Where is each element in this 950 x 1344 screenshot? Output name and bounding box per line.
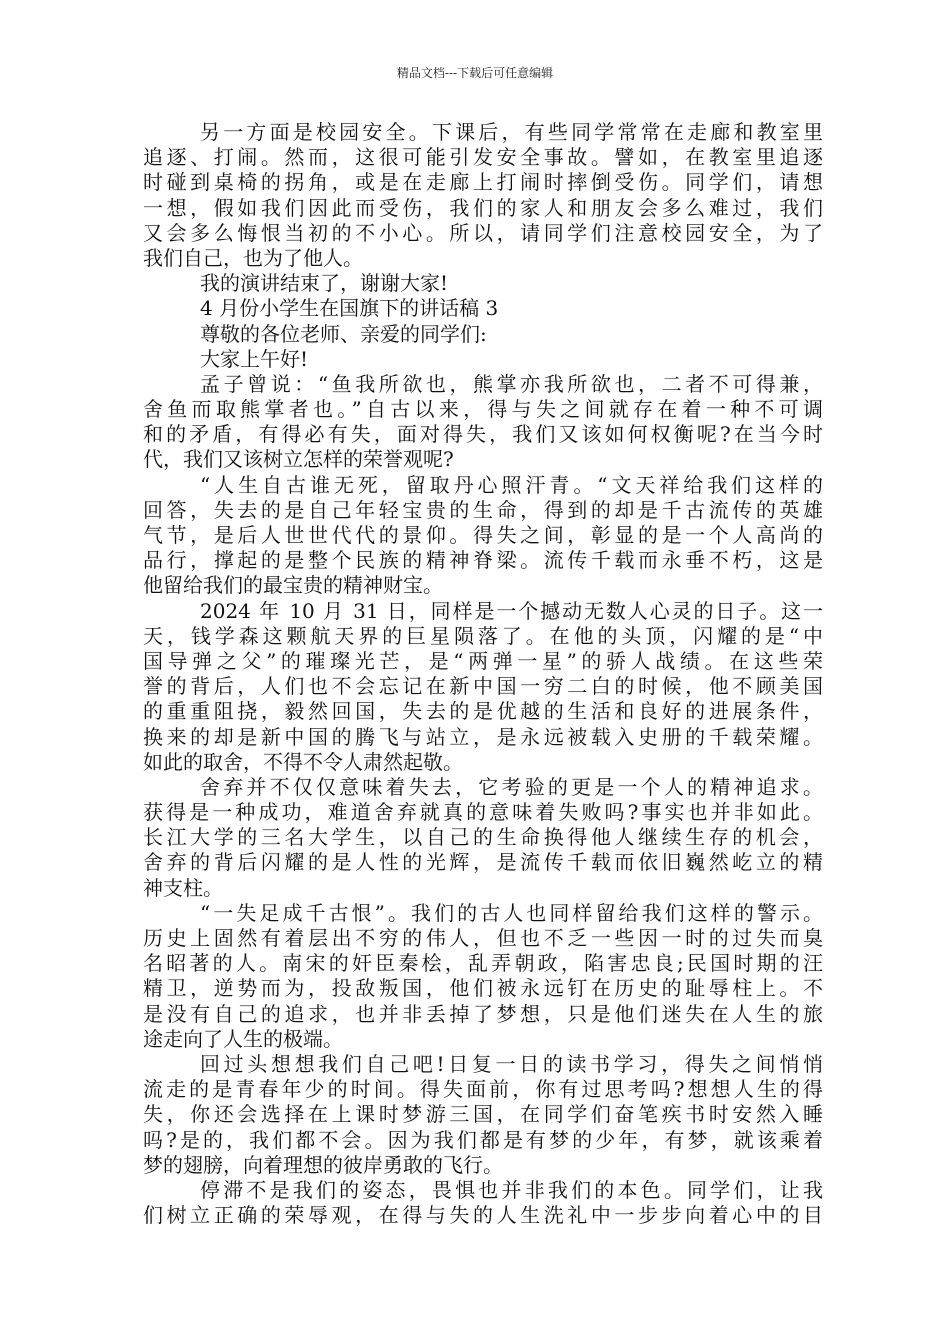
text-line: 我的演讲结束了，谢谢大家! [200,271,449,296]
text-line: 大家上午好! [200,346,309,371]
text-line: 孟子曾说：“鱼我所欲也，熊掌亦我所欲也，二者不可得兼， [200,371,823,396]
text-line: 停滞不是我们的姿态，畏惧也并非我们的本色。同学们，让我 [200,1177,823,1202]
text-line: 另一方面是校园安全。下课后，有些同学常常在走廊和教室里 [200,120,823,144]
text-line: 换来的却是新中国的腾飞与站立，是永远被载入史册的千载荣耀。 [143,724,823,749]
text-line: 舍鱼而取熊掌者也。”自古以来，得与失之间就存在着一种不可调 [143,397,823,422]
text-line: 吗?是的，我们都不会。因为我们都是有梦的少年，有梦，就该乘着 [143,1127,823,1152]
page-header: 精品文档---下载后可任意编辑 [396,66,554,80]
text-line: 又会多么悔恨当初的不小心。所以，请同学们注意校园安全，为了 [143,220,823,245]
text-line: 精卫，逆势而为，投敌叛国，他们被永远钉在历史的耻辱柱上。不 [143,976,823,1001]
text-line: 尊敬的各位老师、亲爱的同学们: [200,321,487,346]
text-line: “一失足成千古恨”。我们的古人也同样留给我们这样的警示。 [200,900,823,925]
text-line: 国导弹之父”的璀璨光芒，是“两弹一星”的骄人战绩。在这些荣 [143,648,823,673]
text-line: 梦的翅膀，向着理想的彼岸勇敢的飞行。 [143,1152,503,1177]
text-line: 回答，失去的是自己年轻宝贵的生命，得到的却是千古流传的英雄 [143,497,823,522]
text-line: 4 月份小学生在国旗下的讲话稿 3 [200,296,499,321]
text-line: 和的矛盾，有得必有失，面对得失，我们又该如何权衡呢?在当今时 [143,422,823,447]
text-line: 失，你还会选择在上课时梦游三国，在同学们奋笔疾书时安然入睡 [143,1102,823,1127]
text-line: 时碰到桌椅的拐角，或是在走廊上打闹时摔倒受伤。同学们，请想 [143,170,823,195]
text-line: 一想，假如我们因此而受伤，我们的家人和朋友会多么难过，我们 [143,195,823,220]
text-line: 回过头想想我们自己吧!日复一日的读书学习，得失之间悄悄 [200,1051,823,1076]
text-line: 舍弃的背后闪耀的是人性的光辉，是流传千载而依旧巍然屹立的精 [143,850,823,875]
text-line: 代，我们又该树立怎样的荣誉观呢? [143,447,454,472]
text-line: 是没有自己的追求，也并非丢掉了梦想，只是他们迷失在人生的旅 [143,1001,823,1026]
text-line: 们树立正确的荣辱观，在得与失的人生洗礼中一步步向着心中的目 [143,1203,823,1228]
text-line: 他留给我们的最宝贵的精神财宝。 [143,573,443,598]
text-line: 如此的取舍，不得不令人肃然起敬。 [143,749,463,774]
document-body [143,120,823,1228]
text-line: 历史上固然有着层出不穷的伟人，但也不乏一些因一时的过失而臭 [143,926,823,950]
text-line: 2024 年 10 月 31 日，同样是一个撼动无数人心灵的日子。这一 [200,598,823,623]
text-line: 品行，撑起的是整个民族的精神脊梁。流传千载而永垂不朽，这是 [143,548,823,573]
text-line: 获得是一种成功，难道舍弃就真的意味着失败吗?事实也并非如此。 [143,800,823,825]
text-line: 途走向了人生的极端。 [143,1026,343,1051]
text-line: 天，钱学森这颗航天界的巨星陨落了。在他的头顶，闪耀的是“中 [143,623,823,648]
text-line: 我们自己，也为了他人。 [143,245,363,270]
text-line: 誉的背后，人们也不会忘记在新中国一穷二白的时候，他不顾美国 [143,674,823,699]
text-line: “人生自古谁无死，留取丹心照汗青。“文天祥给我们这样的 [200,472,823,497]
text-line: 追逐、打闹。然而，这很可能引发安全事故。譬如，在教室里追逐 [143,145,823,170]
text-line: 名昭著的人。南宋的奸臣秦桧，乱弄朝政，陷害忠良;民国时期的汪 [143,951,823,976]
text-line: 神支柱。 [143,875,223,900]
text-line: 流走的是青春年少的时间。得失面前，你有过思考吗?想想人生的得 [143,1077,823,1102]
text-line: 舍弃并不仅仅意味着失去，它考验的更是一个人的精神追求。 [200,774,823,799]
text-line: 长江大学的三名大学生，以自己的生命换得他人继续生存的机会， [143,825,823,850]
text-line: 的重重阻挠，毅然回国，失去的是优越的生活和良好的进展条件， [143,699,823,724]
text-line: 气节，是后人世世代代的景仰。得失之间，彰显的是一个人高尚的 [143,523,823,547]
